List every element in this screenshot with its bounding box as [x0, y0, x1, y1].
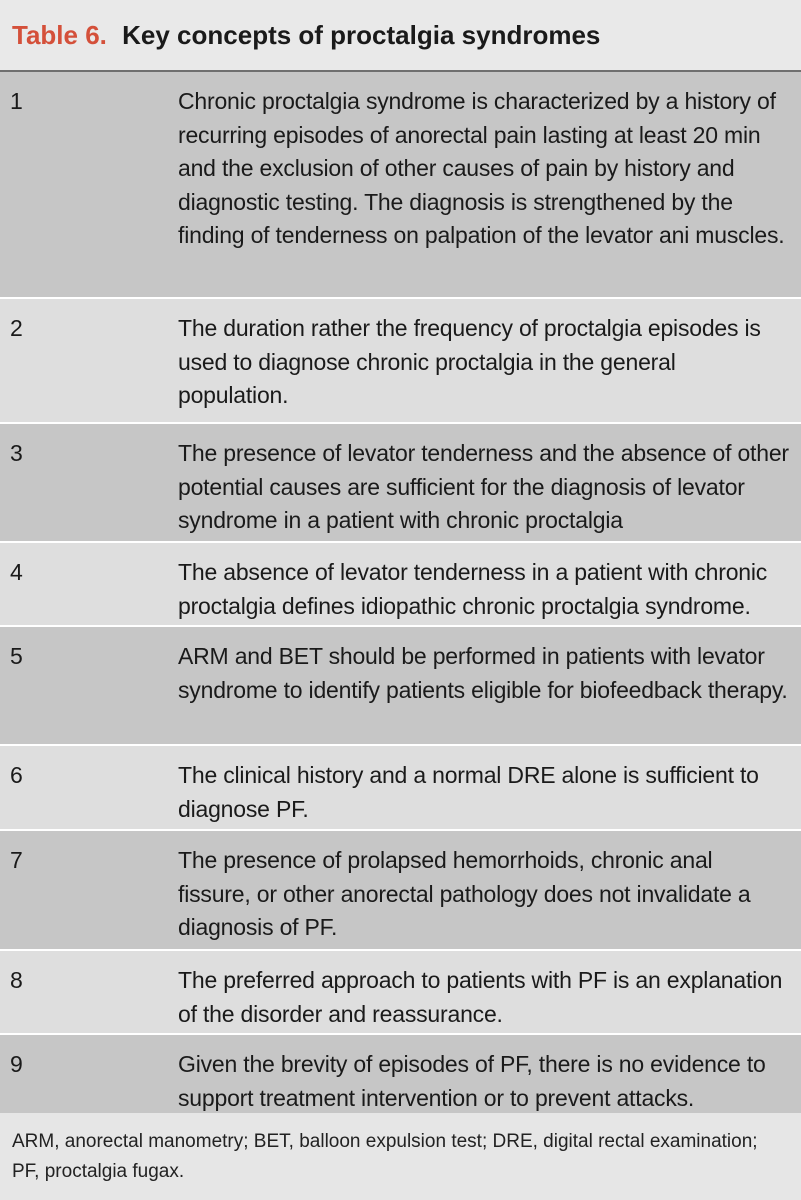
- table-row: [0, 72, 801, 299]
- row-number: 1: [10, 88, 23, 114]
- row-number: 7: [10, 847, 23, 873]
- row-text: The clinical history and a normal DRE alone is sufficient to diagnose PF.: [178, 762, 759, 822]
- table-footnote: ARM, anorectal manometry; BET, balloon expulsion test; DRE, digital rectal examination; PF, proctalgia fugax.: [0, 1113, 801, 1200]
- row-text: The duration rather the frequency of proctalgia episodes is used to diagnose chronic proctalgia in the general population.: [178, 315, 761, 408]
- table-body: [0, 72, 801, 1113]
- row-number: 9: [10, 1051, 23, 1077]
- table-title-bar: [0, 0, 801, 72]
- row-text: Given the brevity of episodes of PF, there is no evidence to support treatment intervention or to prevent attacks.: [178, 1051, 766, 1111]
- row-text: The preferred approach to patients with PF is an explanation of the disorder and reassurance.: [178, 967, 783, 1027]
- row-number: 5: [10, 643, 23, 669]
- row-text: The presence of levator tenderness and the absence of other potential causes are sufficient for the diagnosis of levator syndrome in a patient with chronic proctalgia: [178, 440, 789, 533]
- table-row: [0, 424, 801, 543]
- row-number: 3: [10, 440, 23, 466]
- table-row: [0, 299, 801, 424]
- row-number: 8: [10, 967, 23, 993]
- row-number: 6: [10, 762, 23, 788]
- row-number: 2: [10, 315, 23, 341]
- row-text: ARM and BET should be performed in patients with levator syndrome to identify patients eligible for biofeedback therapy.: [178, 643, 788, 703]
- table-title: Key concepts of proctalgia syndromes: [122, 20, 601, 50]
- row-text: Chronic proctalgia syndrome is characterized by a history of recurring episodes of anorectal pain lasting at least 20 min and the exclusion of other causes of pain by history and diagnostic testing. The diagnosis is strengthened by the finding of tenderness on palpation of the levator ani muscles.: [178, 88, 785, 248]
- table-label: Table 6.: [12, 20, 107, 50]
- row-text: The absence of levator tenderness in a patient with chronic proctalgia defines idiopathic chronic proctalgia syndrome.: [178, 559, 768, 619]
- row-number: 4: [10, 559, 23, 585]
- table-row: [0, 543, 801, 627]
- table-row: [0, 627, 801, 746]
- table-row: [0, 746, 801, 831]
- table-row: [0, 1035, 801, 1113]
- table-row: [0, 831, 801, 951]
- table-row: [0, 951, 801, 1035]
- row-text: The presence of prolapsed hemorrhoids, chronic anal fissure, or other anorectal pathology does not invalidate a diagnosis of PF.: [178, 847, 751, 940]
